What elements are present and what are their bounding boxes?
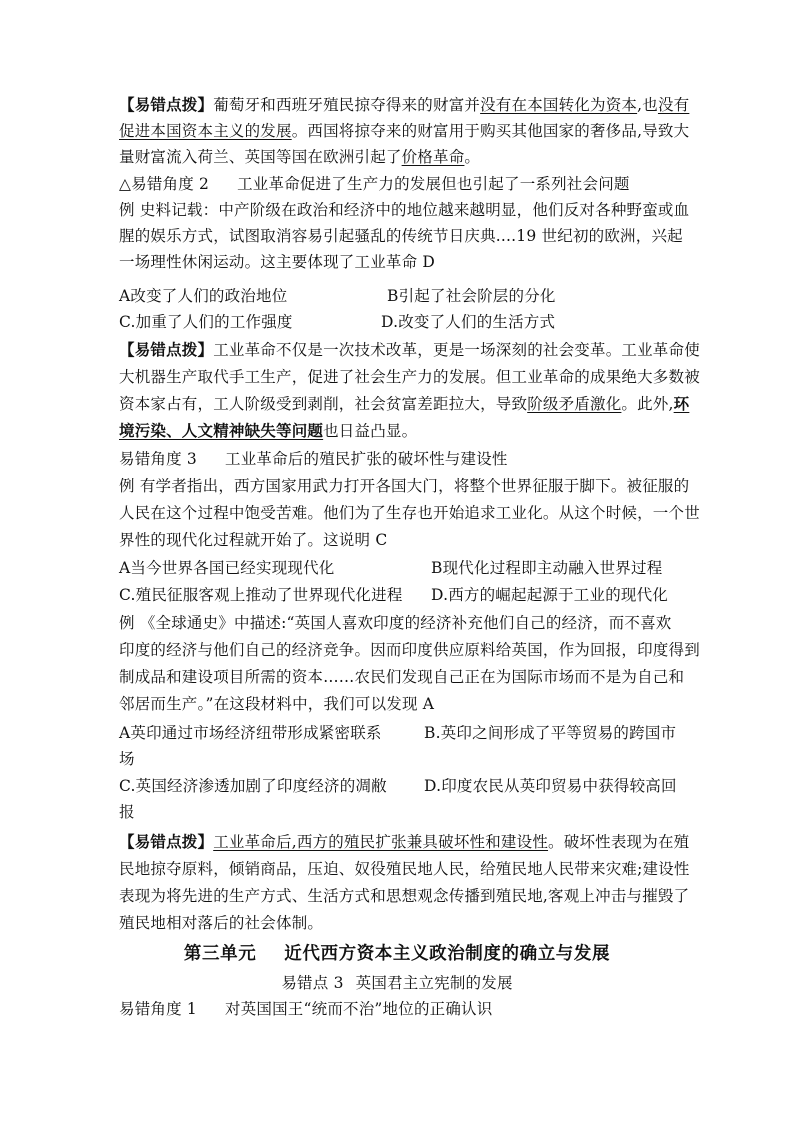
angle-heading: [119, 446, 679, 472]
question-line: 制成品和建设项目所需的资本……农民们发现自己正在为国际市场而不是为自己和: [119, 668, 685, 686]
point-title: 英国君主立宪制的发展: [355, 974, 513, 992]
tip-text: 工业革命不仅是一次技术改革，更是一场深刻的社会变革。工业革命使: [213, 341, 700, 359]
angle-heading: [119, 171, 679, 197]
angle-title: 对英国国王“统而不治”地位的正确认识: [225, 1000, 493, 1018]
tip-underline: 阶级矛盾激化: [527, 395, 622, 413]
point-label: 易错点 3: [281, 974, 344, 992]
unit-label: 第三单元: [183, 944, 257, 964]
question-line: 一场理性休闲运动。这主要体现了工业革命 D: [119, 253, 436, 271]
angle-title: 工业革命后的殖民扩张的破坏性与建设性: [225, 450, 508, 468]
option-row: [119, 720, 679, 746]
tip-line: [119, 391, 690, 417]
tip-label: 【易错点拨】: [119, 340, 214, 359]
tip-label: 【易错点拨】: [119, 832, 214, 851]
option-a: A改变了人们的政治地位: [119, 287, 288, 305]
question-line: 邻居而生产。”在这段材料中，我们可以发现 A: [119, 695, 435, 713]
question-line: 例 史料记载：中产阶级在政治和经济中的地位越来越明显，他们反对各种野蛮或血: [119, 201, 690, 219]
question-line: 印度的经济与他们自己的经济竞争。因而印度供应原料给英国，作为回报，印度得到: [119, 641, 700, 659]
option-c: C.英国经济渗透加剧了印度经济的凋敝: [119, 777, 387, 795]
option-c: C.加重了人们的工作强度: [119, 313, 293, 331]
question-line: 界性的现代化过程就开始了。这说明 C: [119, 531, 388, 549]
option-continuation: 报: [119, 803, 135, 821]
option-b: B引起了社会阶层的分化: [387, 287, 556, 305]
tip-underline: 没有在本国转化为资本: [480, 96, 638, 114]
angle-label: △易错角度 2: [119, 175, 210, 193]
tip-text: 葡萄牙和西班牙殖民掠夺得来的财富并: [213, 96, 481, 114]
tip-text: 。西国将掠夺来的财富用于购买其他国家的奢侈品,导致大: [291, 122, 690, 140]
tip-text: 也日益凸显。: [323, 422, 418, 440]
question-line: 腥的娱乐方式，试图取消容易引起骚乱的传统节日庆典....19 世纪初的欧洲，兴起: [119, 227, 683, 245]
tip-text: 量财富流入荷兰、英国等国在欧洲引起了: [119, 148, 402, 166]
tip-line: [119, 144, 679, 170]
angle-title: 工业革命促进了生产力的发展但也引起了一系列社会问题: [237, 175, 630, 193]
tip-line: [119, 829, 690, 855]
tip-line: [119, 118, 690, 144]
tip-text: ,也: [637, 96, 658, 114]
option-row: [119, 555, 679, 581]
tip-line: 殖民地相对落后的社会体制。: [119, 914, 324, 932]
option-b: B.英印之间形成了平等贸易的跨国市: [424, 724, 677, 742]
point-heading: [0, 970, 794, 996]
tip-underline: 境污染、人文精神缺失等问题: [119, 421, 324, 440]
tip-line: [119, 418, 679, 444]
option-row: [119, 283, 679, 309]
tip-line: [119, 92, 690, 118]
angle-label: 易错角度 3: [119, 450, 197, 468]
tip-text: 资本家占有，工人阶级受到剥削，社会贫富差距拉大，导致: [119, 395, 528, 413]
tip-text: 。破坏性表现为在殖: [548, 833, 690, 851]
tip-text: 。: [464, 148, 481, 166]
angle-label: 易错角度 1: [119, 1000, 197, 1018]
tip-line: 民地掠夺原料，倾销商品，压迫、奴役殖民地人民，给殖民地人民带来灾难;建设性: [119, 860, 690, 878]
option-row: [119, 309, 679, 335]
option-c: C.殖民征服客观上推动了世界现代化进程: [119, 586, 403, 604]
tip-underline: 价格革命: [401, 148, 465, 166]
option-row: [119, 773, 679, 799]
option-continuation: 场: [119, 750, 135, 768]
tip-label: 【易错点拨】: [119, 95, 214, 114]
option-d: D.改变了人们的生活方式: [381, 313, 556, 331]
unit-title: 近代西方资本主义政治制度的确立与发展: [284, 944, 611, 964]
tip-underline: 促进本国资本主义的发展: [119, 122, 292, 140]
tip-text: 。此外,: [621, 395, 674, 413]
option-d: D.印度农民从英印贸易中获得较高回: [424, 777, 677, 795]
tip-underline: 工业革命后,西方的殖民扩张兼具破坏性和建设性: [213, 833, 549, 851]
tip-line: 大机器生产取代手工生产，促进了社会生产力的发展。但工业革命的成果绝大多数被: [119, 368, 700, 386]
question-line: 例 《全球通史》中描述:“英国人喜欢印度的经济补充他们自己的经济，而不喜欢: [119, 614, 672, 632]
tip-underline: 环: [673, 394, 690, 413]
question-line: 人民在这个过程中饱受苦难。他们为了生存也开始追求工业化。从这个时候，一个世: [119, 504, 700, 522]
option-a: A当今世界各国已经实现现代化: [119, 559, 335, 577]
tip-line: 表现为将先进的生产方式、生活方式和思想观念传播到殖民地,客观上冲击与摧毁了: [119, 887, 690, 905]
question-line: 例 有学者指出，西方国家用武力打开各国大门，将整个世界征服于脚下。被征服的: [119, 477, 690, 495]
option-row: [119, 582, 679, 608]
option-a: A英印通过市场经济纽带形成紧密联系: [119, 724, 382, 742]
unit-heading: [0, 939, 794, 969]
tip-line: [119, 337, 700, 363]
tip-underline: 没有: [657, 96, 690, 114]
option-d: D.西方的崛起起源于工业的现代化: [431, 586, 669, 604]
angle-heading: [119, 996, 679, 1022]
option-b: B现代化过程即主动融入世界过程: [431, 559, 663, 577]
